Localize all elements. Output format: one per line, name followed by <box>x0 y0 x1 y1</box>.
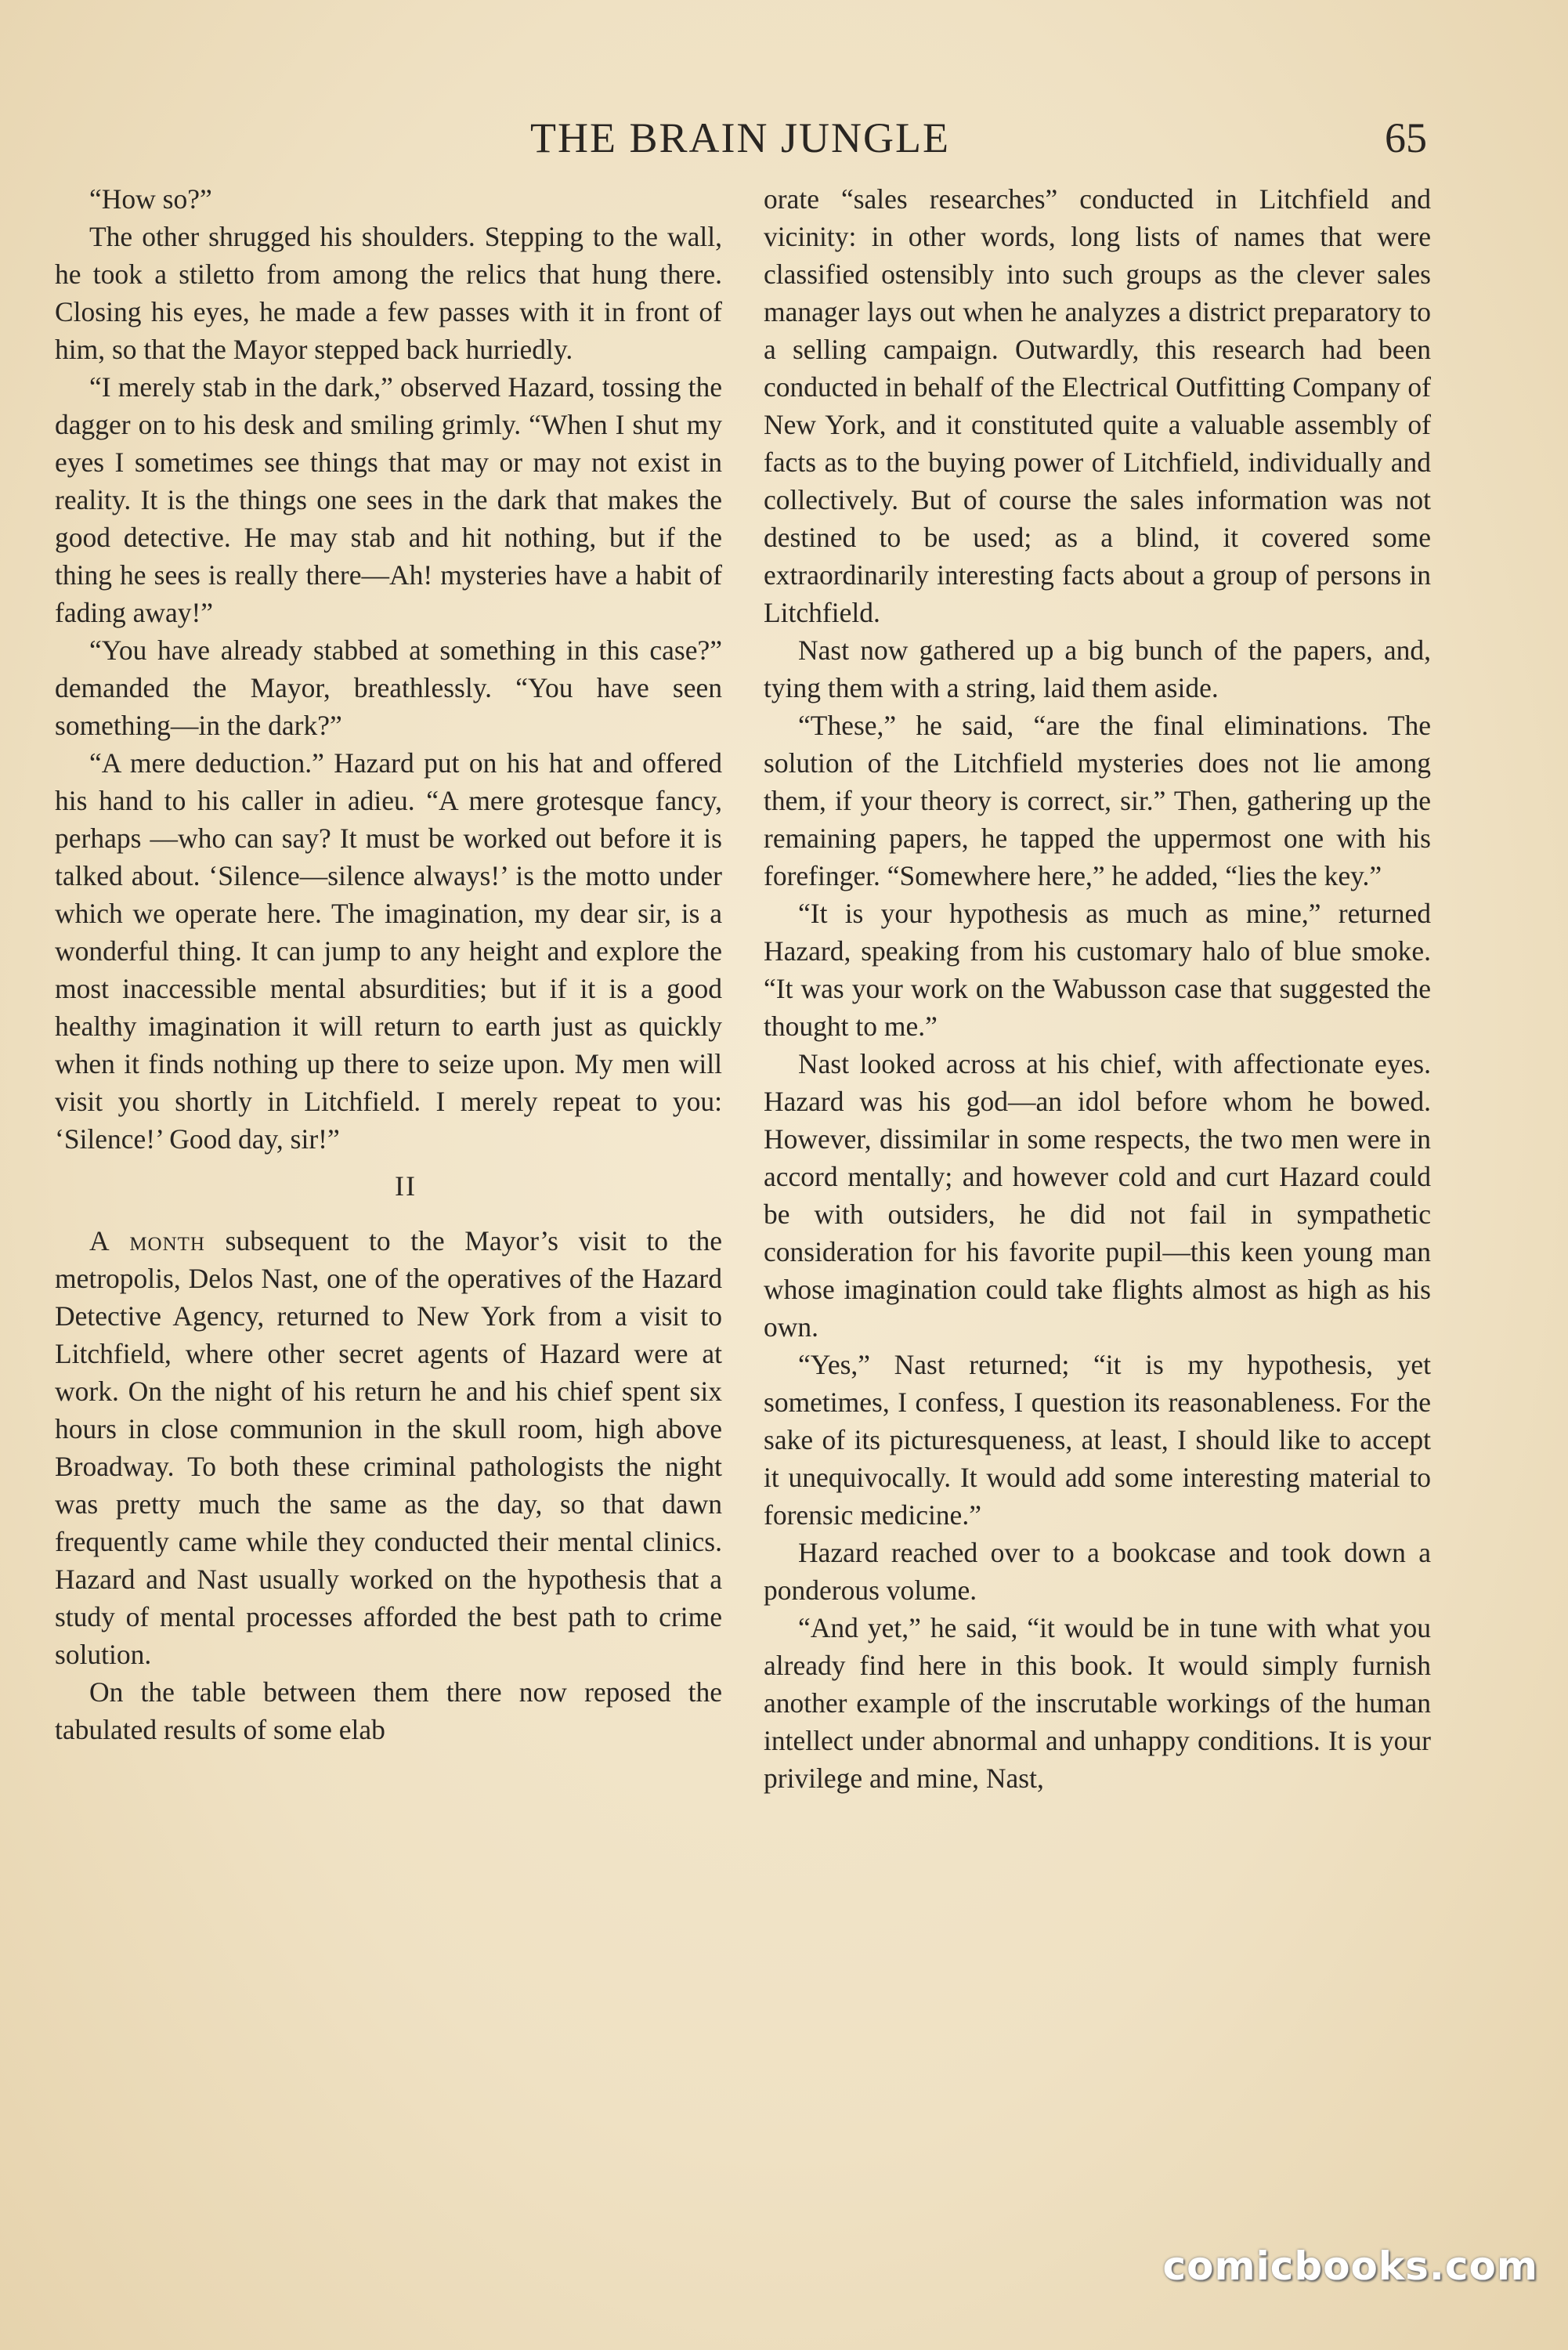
paragraph: Nast looked across at his chief, with affectionate eyes. Hazard was his god—an idol before whom he bowed. However, dissimilar in some respects, the two men were in accord mentally; and however cold and curt Hazard could be with outsiders, he did not fail in sympathetic consideration for his favorite pupil—this keen young man whose imagination could take flights almost as high as his own. <box>764 1048 1431 1343</box>
continued-paragraph: orate “sales researches” conducted in Litchfield and vicinity: in other words, long lists of names that were classified ostensibly into such groups as the clever sales manager lays out when he analyzes a district preparatory to a selling campaign. Outwardly, this research had been conducted in behalf of the Electrical Outfitting Company of New York, and it constituted quite a valuable assembly of facts as to the buying power of Litchfield, individually and collectively. But of course the sales information was not destined to be used; as a blind, it covered some extraordinarily interesting facts about a group of persons in Litchfield. <box>764 183 1431 628</box>
section-number: II <box>395 1170 417 1202</box>
paragraph: The other shrugged his shoulders. Stepping to the wall, he took a stiletto from among the relics that hung there. Closing his eyes, he made a few passes with it in front of him, so that the Mayor stepped back hurriedly. <box>55 221 722 365</box>
right-column <box>764 180 1431 1797</box>
paragraph: “These,” he said, “are the final eliminations. The solution of the Litchfield mysteries does not lie among them, if your theory is correct, sir.” Then, gathering up the remaining papers, he tapped the uppermost one with his forefinger. “Somewhere here,” he added, “lies the key.” <box>764 710 1431 891</box>
paragraph: Nast now gathered up a big bunch of the papers, and, tying them with a string, laid them aside. <box>764 634 1431 703</box>
section-first-paragraph <box>55 1222 722 1673</box>
paragraph: “And yet,” he said, “it would be in tune with what you already find here in this book. It would simply furnish another example of the inscrutable workings of the human intellect under abnormal and unhappy conditions. It is your privilege and mine, Nast, <box>764 1612 1431 1794</box>
paragraph: On the table between them there now reposed the tabulated results of some elab <box>55 1676 722 1745</box>
watermark-text: comicbooks.com <box>1162 2243 1538 2289</box>
section-first-paragraph-text: subsequent to the Mayor’s visit to the metropolis, Delos Nast, one of the operatives of the Hazard Detective Agency, returned to New York from a visit to Litchfield, where other secret agents of Hazard were at work. On the night of his return he and his chief spent six hours in close communion in the skull room, high above Broadway. To both these criminal pathologists the night was pretty much the same as the day, so that dawn frequently came while they conducted their mental clinics. Hazard and Nast usually worked on the hypothesis that a study of mental processes afforded the best path to crime solution. <box>55 1225 722 1670</box>
paragraph: Hazard reached over to a bookcase and took down a ponderous volume. <box>764 1537 1431 1606</box>
running-title: THE BRAIN JUNGLE <box>530 114 950 161</box>
paragraph: “I merely stab in the dark,” observed Hazard, tossing the dagger on to his desk and smiling grimly. “When I shut my eyes I sometimes see things that may or may not exist in reality. It is the things one sees in the dark that makes the good detective. He may stab and hit nothing, but if the thing he sees is really there—Ah! mysteries have a habit of fading away!” <box>55 371 722 628</box>
page-number: 65 <box>1385 114 1427 161</box>
paragraph: “A mere deduction.” Hazard put on his hat and offered his hand to his caller in adieu. “A mere grotesque fancy, perhaps —who can say? It must be worked out before it is talked about. ‘Silence—silence always!’ is the motto under which we operate here. The imagination, my dear sir, is a wonderful thing. It can jump to any height and explore the most inaccessible mental absurdities; but if it is a good healthy imagination it will return to earth just as quickly when it finds nothing up there to seize upon. My men will visit you shortly in Litchfield. I merely repeat to you: ‘Silence!’ Good day, sir!” <box>55 747 722 1155</box>
paragraph: “It is your hypothesis as much as mine,” returned Hazard, speaking from his customary halo of blue smoke. “It was your work on the Wabusson case that suggested the thought to me.” <box>764 898 1431 1042</box>
paragraph: “Yes,” Nast returned; “it is my hypothesis, yet sometimes, I confess, I question its reasonableness. For the sake of its picturesqueness, at least, I should like to accept it unequivocally. It would add some interesting material to forensic medicine.” <box>764 1349 1431 1531</box>
paragraph: “How so?” <box>89 183 212 215</box>
page-header <box>0 114 1568 168</box>
section-lead-smallcaps: A month <box>89 1225 205 1256</box>
left-column <box>55 180 722 1748</box>
paragraph: “You have already stabbed at something in this case?” demanded the Mayor, breathlessly. “You have seen something—in the dark?” <box>55 634 722 741</box>
